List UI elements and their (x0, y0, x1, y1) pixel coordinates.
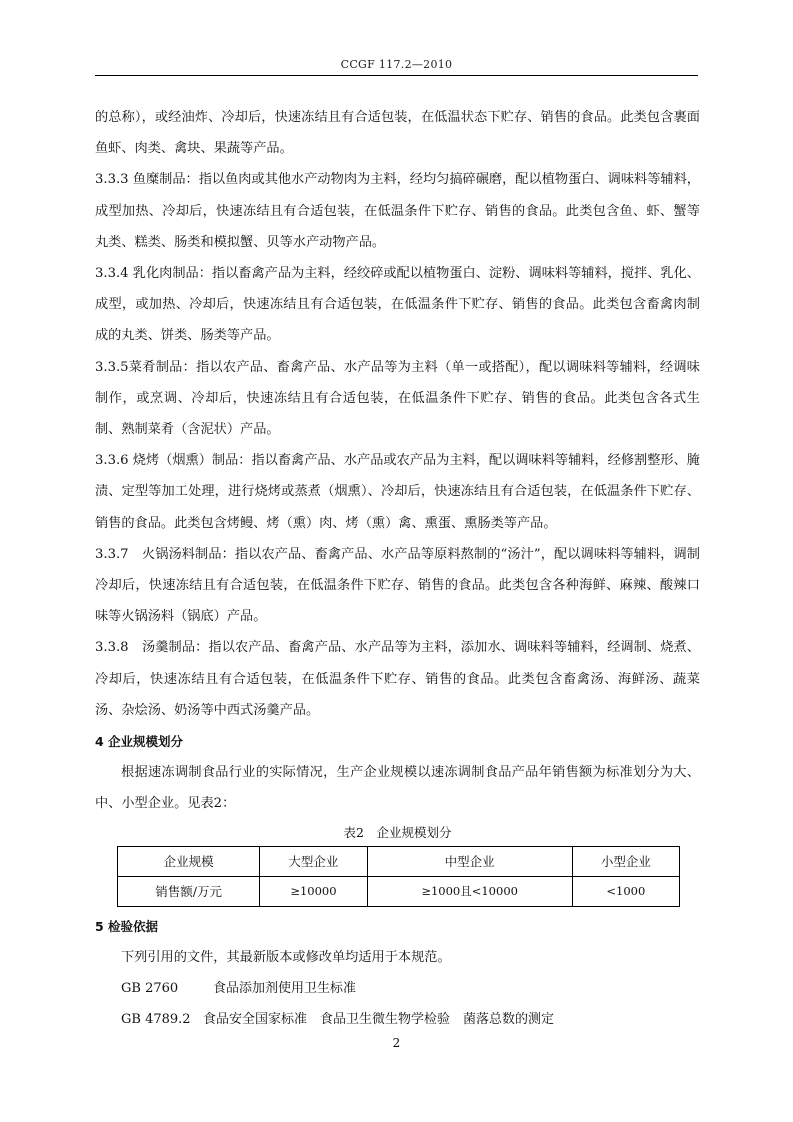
clause-3-3-4: 3.3.4 乳化肉制品：指以畜禽产品为主料，经绞碎或配以植物蛋白、淀粉、调味料等辅料，搅拌、乳化、成型，或加热、冷却后，快速冻结且有合适包装，在低温条件下贮存、销售的食品。此类包含畜禽肉制成的丸类、饼类、肠类等产品。 (95, 266, 700, 344)
table-header-row (118, 846, 680, 876)
clause-3-3-7: 3.3.7 火锅汤料制品：指以农产品、畜禽产品、水产品等原料熬制的“汤汁”，配以调味料等辅料，调制冷却后，快速冻结且有合适包装，在低温条件下贮存、销售的食品。此类包含各种海鲜、麻辣、酸辣口味等火锅汤料（锅底）产品。 (95, 546, 700, 625)
paragraph-continuation: 的总称），或经油炸、冷却后，快速冻结且有合适包装，在低温状态下贮存、销售的食品。此类包含裹面鱼虾、肉类、禽块、果蔬等产品。 (95, 110, 700, 157)
section-5-intro: 下列引用的文件，其最新版本或修改单均适用于本规范。 (121, 949, 451, 965)
section-4-heading: 4 企业规模划分 (95, 734, 184, 750)
table-header-cell: 中型企业 (367, 846, 572, 876)
table-header-cell: 大型企业 (260, 846, 367, 876)
page-body (95, 102, 700, 1035)
table-cell: 销售额/万元 (118, 876, 260, 906)
table-header-cell: 小型企业 (572, 846, 679, 876)
clause-3-3-5: 3.3.5菜肴制品：指以农产品、畜禽产品、水产品等为主料（单一或搭配），配以调味料等辅料，经调味制作，或烹调、冷却后，快速冻结且有合适包装，在低温条件下贮存、销售的食品。此类包含各式生制、熟制菜肴（含泥状）产品。 (95, 359, 700, 438)
header-divider (95, 75, 698, 76)
section-4-text: 根据速冻调制食品行业的实际情况，生产企业规模以速冻调制食品产品年销售额为标准划分为大、中、小型企业。见表2： (95, 765, 700, 812)
reference-item (95, 973, 700, 1004)
enterprise-scale-table (117, 846, 680, 907)
clause-3-3-3: 3.3.3 鱼糜制品：指以鱼肉或其他水产动物肉为主料，经均匀搞碎碾磨，配以植物蛋白、调味料等辅料，成型加热、冷却后，快速冻结且有合适包装，在低温条件下贮存、销售的食品。此类包含鱼、虾、蟹等丸类、糕类、肠类和模拟蟹、贝等水产动物产品。 (95, 172, 700, 250)
reference-code: GB 2760 (121, 981, 179, 997)
reference-code: GB 4789.2 (121, 1012, 191, 1028)
page-header-code: CCGF 117.2—2010 (340, 58, 453, 71)
clause-3-3-6: 3.3.6 烧烤（烟熏）制品：指以畜禽产品、水产品或农产品为主料，配以调味料等辅料，经修割整形、腌渍、定型等加工处理，进行烧烤或蒸煮（烟熏）、冷却后，快速冻结且有合适包装，在低温条件下贮存、销售的食品。此类包含烤鳗、烤（熏）肉、烤（熏）禽、熏蛋、熏肠类等产品。 (95, 453, 700, 531)
table-cell: ≥1000且<10000 (367, 876, 572, 906)
page-number: 2 (392, 1036, 401, 1050)
table-cell: ≥10000 (260, 876, 367, 906)
reference-title: 食品添加剂使用卫生标准 (213, 981, 357, 997)
table-cell: <1000 (572, 876, 679, 906)
table-caption: 表2 企业规模划分 (343, 824, 452, 840)
reference-title: 食品安全国家标准 食品卫生微生物学检验 菌落总数的测定 (203, 1012, 555, 1028)
table-row (118, 876, 680, 906)
clause-3-3-8: 3.3.8 汤羹制品：指以农产品、畜禽产品、水产品等为主料，添加水、调味料等辅料，经调制、烧煮、冷却后，快速冻结且有合适包装，在低温条件下贮存、销售的食品。此类包含畜禽汤、海鲜汤、蔬菜汤、杂烩汤、奶汤等中西式汤羹产品。 (95, 640, 700, 718)
table-header-cell: 企业规模 (118, 846, 260, 876)
reference-item (95, 1004, 700, 1035)
section-5-heading: 5 检验依据 (95, 918, 159, 934)
